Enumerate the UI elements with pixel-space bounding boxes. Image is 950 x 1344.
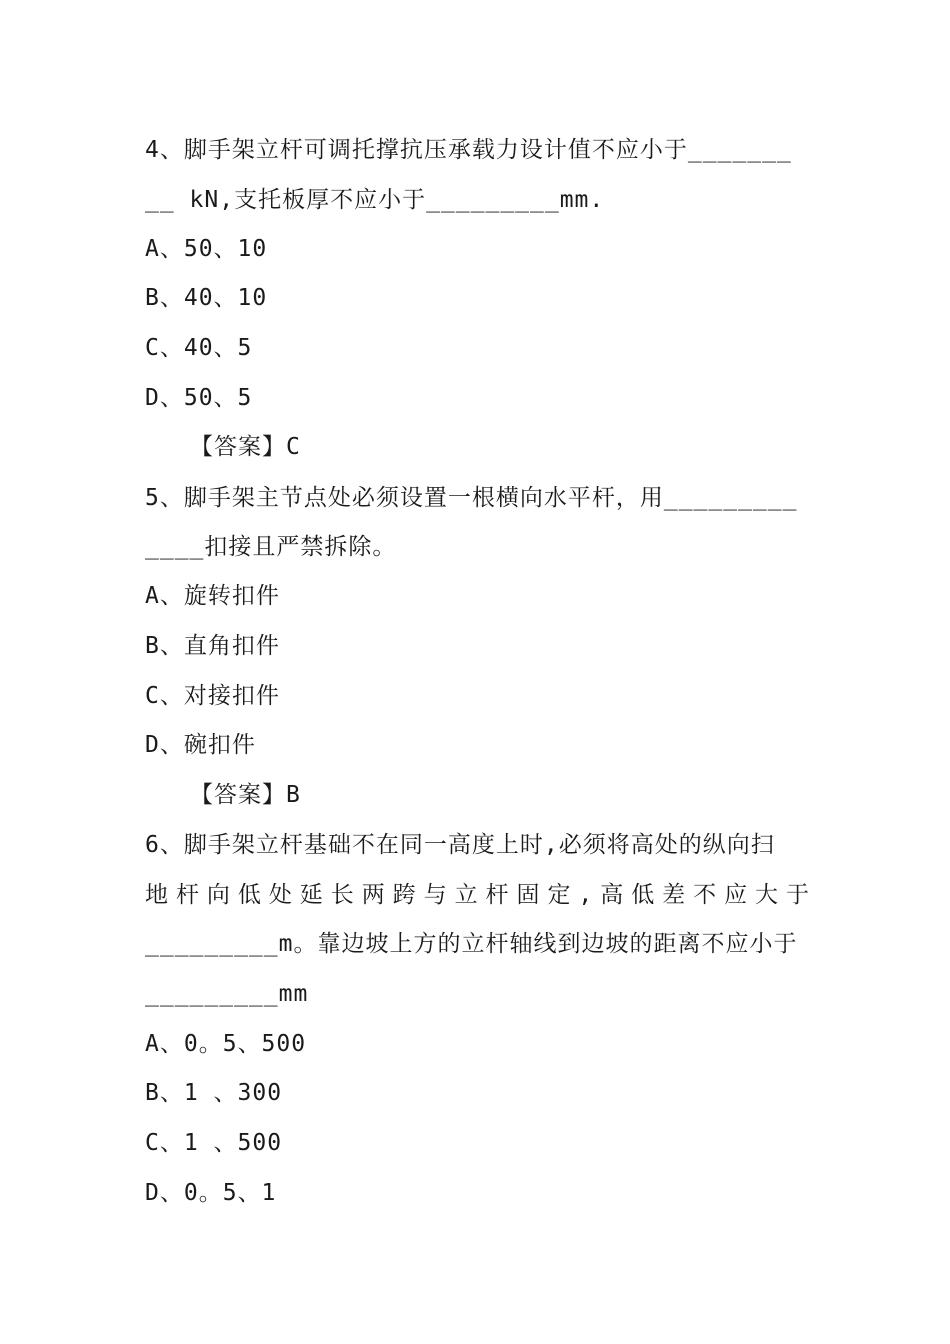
question-5-answer: 【答案】B xyxy=(190,782,301,808)
question-6-stem-line-2: 地杆向低处延长两跨与立杆固定,高低差不应大于 xyxy=(145,882,810,908)
question-5-option-c: C、对接扣件 xyxy=(145,683,280,709)
question-4-answer: 【答案】C xyxy=(190,434,301,460)
question-5-option-a: A、旋转扣件 xyxy=(145,583,280,609)
question-4-option-c: C、40、5 xyxy=(145,335,253,361)
question-6-stem-line-1: 6、脚手架立杆基础不在同一高度上时,必须将高处的纵向扫 xyxy=(145,832,775,858)
question-4-option-b: B、40、10 xyxy=(145,285,268,311)
question-5-option-d: D、碗扣件 xyxy=(145,732,256,758)
question-6-stem-line-4: _________mm xyxy=(145,981,309,1007)
question-6-option-c: C、1 、500 xyxy=(145,1130,283,1156)
question-4-stem-line-2: __ kN,支托板厚不应小于_________mm. xyxy=(145,187,605,213)
question-6-stem-line-3: _________m。靠边坡上方的立杆轴线到边坡的距离不应小于 xyxy=(145,931,798,957)
question-5-stem-line-1: 5、脚手架主节点处必须设置一根横向水平杆，用_________ xyxy=(145,485,798,511)
question-4-option-d: D、50、5 xyxy=(145,385,253,411)
question-6-option-a: A、0。5、500 xyxy=(145,1031,307,1057)
question-4-option-a: A、50、10 xyxy=(145,236,268,262)
question-5-stem-line-2: ____扣接且严禁拆除。 xyxy=(145,534,397,560)
question-5-option-b: B、直角扣件 xyxy=(145,633,280,659)
question-6-option-d: D、0。5、1 xyxy=(145,1180,277,1206)
question-4-stem-line-1: 4、脚手架立杆可调托撑抗压承载力设计值不应小于_______ xyxy=(145,137,792,163)
question-6-option-b: B、1 、300 xyxy=(145,1080,283,1106)
